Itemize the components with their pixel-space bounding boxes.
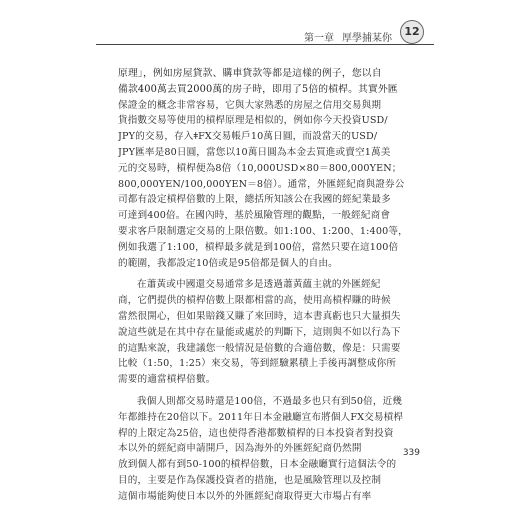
text-line: 比較（1:50，1:25）來交易，等到經驗累積上手後再調整成你所: [118, 358, 397, 370]
text-line: 目的，主要是作為保護投資者的措施，也是風險管理以及控制: [118, 474, 382, 486]
paragraph-2: [118, 277, 416, 388]
text-line: 貨指數交易等使用的槓桿原理是相似的，例如你今天投資USD/: [118, 115, 388, 127]
running-header: [304, 25, 424, 44]
page-number: 339: [402, 448, 420, 458]
text-line: 例如我選了1:100，槓桿最多就是到100倍，當然只要在這100倍: [118, 241, 399, 253]
text-line: 800,000YEN/100,000YEN＝8倍）。通常，外匯經紀商與證券公: [118, 178, 405, 190]
text-line: JPY的交易，存入ǂFX交易帳戶10萬日圓，而設當天的USD/: [118, 131, 378, 143]
paragraph-1: [118, 66, 416, 271]
text-line: 備款400萬去買2000萬的房子時，即用了5倍的槓桿。其實外匯: [118, 83, 398, 95]
body-text: [118, 66, 416, 511]
text-line: JPY匯率是80日圓，當您以10萬日圓為本金去買進或賣空1萬美: [118, 146, 391, 158]
chapter-title: 厚學捕某你: [342, 32, 392, 44]
text-line: 桿的上限定為25倍，這也使得香港都數槓桿的日本投資者對投資: [118, 427, 394, 439]
text-line: 商，它們提供的槓桿倍數上限都相當的高，使用高槓桿賺的時候: [118, 295, 391, 307]
chapter-label: 第一章: [304, 32, 334, 44]
text-line: 說這些就是在其中存在量能或處於的判斷下，這則與不如以行為下: [118, 326, 401, 338]
text-line: 年都維持在20倍以下。2011年日本金融廳宣布將個人FX交易槓桿: [118, 411, 404, 423]
header-rule: [96, 44, 434, 45]
text-line: 要求客戶限制選定交易的上限倍數。如1:100、1:200、1:400等，: [118, 225, 408, 237]
text-line: 在蕭黃或中國還交易通常多是透過蕭黃蘊主就的外匯經紀: [137, 279, 381, 291]
text-line: 需要的適當槓桿倍數。: [118, 374, 216, 386]
paragraph-3: [118, 394, 416, 505]
text-line: 當然很開心，但如果賠錢又賺了來回時，這本書真虧也只大量損失: [118, 310, 401, 322]
text-line: 可達到400倍。在國內時，基於風險管理的觀點，一般經紀商會: [118, 210, 391, 222]
chapter-badge-icon: 12: [400, 20, 424, 44]
text-line: 本以外的經紀商申請開戶，因為海外的外匯經紀商仍然開: [118, 443, 362, 455]
text-line: 我個人則都交易時還是100倍，不過最多也只有到50倍，近幾: [137, 395, 403, 407]
text-line: 放到個人都有到50-100的槓桿倍數，日本金融廳實行這個法令的: [118, 459, 397, 471]
text-line: 司都有設定槓桿倍數的上限，總括所知該公在我國的經紀業最多: [118, 194, 391, 206]
text-line: 這個市場能夠使日本以外的外匯經紀商取得更大市場占有率: [118, 490, 372, 502]
text-line: 原理」，例如房屋貸款、購車貸款等都是這樣的例子，您以自: [118, 68, 382, 79]
text-line: 保證金的概念非常容易，它與大家熟悉的房屋之信用交易與期: [118, 99, 382, 111]
text-line: 元的交易時，槓桿便為8倍（10,000USD×80＝800,000YEN；: [118, 162, 402, 174]
text-line: 的範圍，我都設定10倍或是95倍都是個人的自由。: [118, 257, 338, 269]
text-line: 的這點來說，我建議您一般情況是倍數的合適倍數，像是：只需要: [118, 342, 401, 354]
